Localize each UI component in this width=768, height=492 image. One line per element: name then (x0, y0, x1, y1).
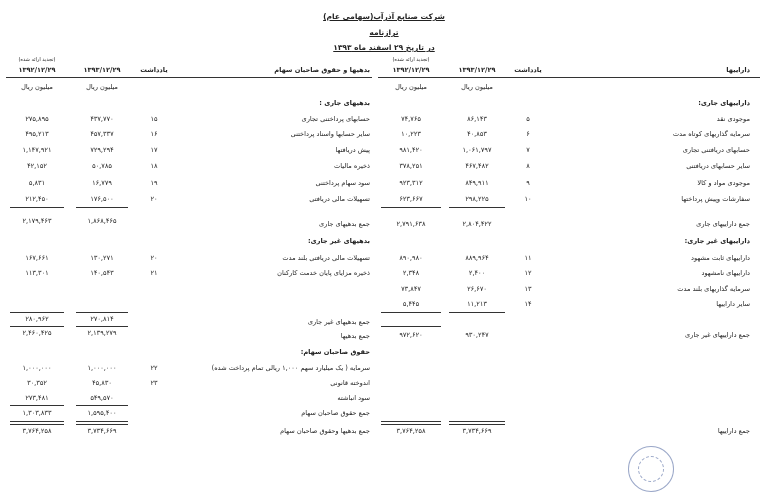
subtotal-rule (76, 326, 128, 327)
company-name: شرکت صنایع آذرآب(سهامی عام) (323, 12, 445, 21)
total-double-rule (381, 421, 441, 425)
total-double-rule (449, 421, 505, 425)
row-value-1392: ۲۱۲,۴۵۰ (25, 195, 49, 203)
total-assets-1392: ۳,۷۶۴,۲۵۸ (396, 427, 426, 435)
row-value-1393: ۸۶,۱۴۳ (467, 115, 487, 123)
equity-total-1392: ۱,۳۰۳,۸۳۳ (22, 409, 52, 417)
row-value-1393: ۲,۴۰۰ (468, 269, 486, 277)
equity-total-1393: ۱,۵۹۵,۴۰۰ (87, 409, 117, 417)
col-1392-left: ۱۳۹۲/۱۲/۲۹ (18, 66, 56, 74)
row-note: ۸ (526, 162, 530, 170)
row-note: ۱۴ (524, 300, 532, 308)
current-assets-heading: داراییهای جاری: (698, 99, 750, 107)
subtotal-rule (10, 326, 64, 327)
row-note: ۱۶ (150, 130, 158, 138)
row-label: سایر حسابهای دریافتنی (686, 162, 750, 170)
row-note: ۱۹ (150, 179, 158, 187)
noncurrent-liabilities-total-1393: ۲۷۰,۸۱۴ (90, 315, 114, 323)
row-value-1393: ۵۰,۷۸۵ (92, 162, 112, 170)
row-value-1393: ۲۹۸,۲۲۵ (465, 195, 489, 203)
row-note: ۹ (526, 179, 530, 187)
row-value-1392: ۱۰,۲۲۳ (401, 130, 421, 138)
noncurrent-assets-total-label: جمع داراییهای غیر جاری (684, 331, 750, 339)
unit-1392-right: میلیون ریال (395, 83, 427, 91)
row-value-1392: ۷۳,۸۴۷ (401, 285, 421, 293)
row-value-1393: ۵۴۹,۵۷۰ (90, 394, 114, 402)
current-liabilities-total-1392: ۲,۱۷۹,۴۶۳ (22, 217, 52, 225)
row-label: داراییهای نامشهود (701, 269, 750, 277)
row-value-1393: ۸۴۹,۹۱۱ (465, 179, 489, 187)
restated-label-left: (تجدید ارائه شده) (18, 57, 56, 63)
row-note: ۲۱ (150, 269, 158, 277)
grand-total-1393: ۳,۷۳۴,۶۶۹ (87, 427, 117, 435)
row-value-1392: ۱۱۳,۳۰۱ (25, 269, 49, 277)
current-liabilities-total-1393: ۱,۸۶۸,۴۶۵ (87, 217, 117, 225)
row-label: اندوخته قانونی (330, 379, 370, 387)
row-value-1392: ۴۲,۱۵۲ (27, 162, 47, 170)
header-rule-left (6, 77, 372, 78)
subtotal-rule (76, 405, 128, 406)
restated-label-right: (تجدید ارائه شده) (392, 57, 430, 63)
row-note: ۱۰ (524, 195, 532, 203)
row-label: پیش دریافتها (335, 146, 370, 154)
row-note: ۷ (526, 146, 530, 154)
row-label: سود سهام پرداختنی (315, 179, 370, 187)
row-label: موجودی نقد (716, 115, 750, 123)
row-value-1392: ۸۹۰,۹۸۰ (399, 254, 423, 262)
subtotal-rule (449, 207, 505, 208)
total-double-rule (10, 421, 64, 425)
row-value-1392: ۱,۰۰۰,۰۰۰ (22, 364, 52, 372)
current-liabilities-heading: بدهیهای جاری : (319, 99, 370, 107)
subtotal-rule (381, 326, 441, 327)
current-assets-total-label: جمع داراییهای جاری (696, 220, 750, 228)
row-note: ۲۲ (150, 364, 158, 372)
row-value-1393: ۱,۰۰۰,۰۰۰ (87, 364, 117, 372)
row-note: ۱۵ (150, 115, 158, 123)
row-value-1393: ۱۱,۲۱۳ (467, 300, 487, 308)
row-label: سرمایه ( یک میلیارد سهم ۱,۰۰۰ ریالی تمام پرداخت شده) (211, 364, 370, 372)
row-value-1393: ۴۶۷,۴۸۲ (465, 162, 489, 170)
row-label: سایر حسابها واسناد پرداختنی (290, 130, 370, 138)
row-label: موجودی مواد و کالا (697, 179, 750, 187)
row-note: ۱۲ (524, 269, 532, 277)
total-liabilities-label: جمع بدهیها (340, 332, 370, 340)
row-value-1392: ۵,۴۴۵ (402, 300, 420, 308)
row-note: ۶ (526, 130, 530, 138)
row-value-1393: ۱۷۶,۵۰۰ (90, 195, 114, 203)
grand-total-1392: ۳,۷۶۴,۲۵۸ (22, 427, 52, 435)
row-value-1393: ۱۶,۷۷۹ (92, 179, 112, 187)
company-stamp-inner (638, 456, 664, 482)
noncurrent-assets-heading: داراییهای غیر جاری: (684, 237, 750, 245)
subtotal-rule (76, 312, 128, 313)
row-value-1393: ۱۳۰,۲۷۱ (90, 254, 114, 262)
row-value-1392: ۷۴,۷۶۵ (401, 115, 421, 123)
row-label: تسهیلات مالی دریافتی (309, 195, 370, 203)
current-liabilities-total-label: جمع بدهیهای جاری (319, 220, 370, 228)
row-label: داراییهای ثابت مشهود (691, 254, 750, 262)
row-value-1392: ۱۶۷,۶۶۱ (25, 254, 49, 262)
col-note-right: یادداشت (514, 66, 542, 74)
row-label: سایر داراییها (716, 300, 750, 308)
noncurrent-liabilities-total-1392: ۲۸۰,۹۶۲ (25, 315, 49, 323)
row-label: سود انباشته (337, 394, 370, 402)
row-value-1392: ۹۲۳,۳۱۲ (399, 179, 423, 187)
subtotal-rule (10, 312, 64, 313)
row-value-1392: ۴۹۵,۲۱۳ (25, 130, 49, 138)
grand-total-label: جمع بدهیها وحقوق صاحبان سهام (280, 427, 370, 435)
noncurrent-assets-total-1393: ۹۳۰,۲۴۷ (465, 331, 489, 339)
row-label: سرمایه گذاریهای کوتاه مدت (672, 130, 750, 138)
row-label: ذخیره مالیات (334, 162, 370, 170)
row-note: ۱۸ (150, 162, 158, 170)
row-value-1393: ۷۲۹,۲۹۴ (90, 146, 114, 154)
total-assets-label: جمع داراییها (717, 427, 750, 435)
row-value-1393: ۸۸۹,۹۶۴ (465, 254, 489, 262)
subtotal-rule (381, 312, 441, 313)
row-value-1393: ۴۵۷,۳۳۷ (90, 130, 114, 138)
current-assets-total-1392: ۲,۷۹۱,۶۳۸ (396, 220, 426, 228)
col-1392-right: ۱۳۹۲/۱۲/۲۹ (392, 66, 430, 74)
row-label: سرمایه گذاریهای بلند مدت (677, 285, 750, 293)
subtotal-rule (10, 405, 64, 406)
unit-1393-left: میلیون ریال (86, 83, 118, 91)
subtotal-rule (76, 207, 128, 208)
header-rule-right (378, 77, 760, 78)
row-note: ۲۳ (150, 379, 158, 387)
total-liabilities-1392: ۲,۴۶۰,۴۲۵ (22, 329, 52, 337)
col-1393-right: ۱۳۹۳/۱۲/۲۹ (458, 66, 496, 74)
row-note: ۱۱ (524, 254, 532, 262)
row-label: تسهیلات مالی دریافتی بلند مدت (282, 254, 370, 262)
row-value-1392: ۳۰,۳۵۲ (27, 379, 47, 387)
statement-title: ترازنامه (369, 28, 399, 37)
row-value-1393: ۱,۰۶۱,۷۹۷ (462, 146, 492, 154)
statement-date: در تاریخ ۲۹ اسفند ماه ۱۳۹۳ (333, 43, 435, 52)
row-label: سفارشات وپیش پرداختها (681, 195, 750, 203)
total-liabilities-1393: ۲,۱۳۹,۲۷۹ (87, 329, 117, 337)
row-value-1393: ۱۴۰,۵۴۳ (90, 269, 114, 277)
equity-heading: حقوق صاحبان سهام: (300, 348, 370, 356)
row-note: ۵ (526, 115, 530, 123)
subtotal-rule (449, 312, 505, 313)
unit-1393-right: میلیون ریال (461, 83, 493, 91)
row-value-1393: ۴۵,۸۳۰ (92, 379, 112, 387)
row-label: حسابهای پرداختنی تجاری (301, 115, 370, 123)
row-value-1392: ۲۷۳,۴۸۱ (25, 394, 49, 402)
noncurrent-assets-total-1392: ۹۷۲,۶۲۰ (399, 331, 423, 339)
row-value-1392: ۳۷۸,۲۵۱ (399, 162, 423, 170)
noncurrent-liabilities-heading: بدهیهای غیر جاری: (307, 237, 370, 245)
col-liabilities-heading: بدهیها و حقوق صاحبان سهام (274, 66, 370, 74)
noncurrent-liabilities-total-label: جمع بدهیهای غیر جاری (307, 318, 370, 326)
row-value-1392: ۱,۱۴۷,۹۲۱ (22, 146, 52, 154)
equity-total-label: جمع حقوق صاحبان سهام (301, 409, 370, 417)
row-label: حسابهای دریافتنی تجاری (682, 146, 750, 154)
row-value-1392: ۲۷۵,۸۹۵ (25, 115, 49, 123)
row-label: ذخیره مزایای پایان خدمت کارکنان (277, 269, 370, 277)
row-value-1392: ۶۲۳,۶۶۷ (399, 195, 423, 203)
row-value-1393: ۴۳۷,۷۷۰ (90, 115, 114, 123)
row-note: ۲۰ (150, 195, 158, 203)
col-assets-heading: داراییها (726, 66, 750, 74)
row-note: ۲۰ (150, 254, 158, 262)
row-note: ۱۷ (150, 146, 158, 154)
row-value-1392: ۵,۸۳۱ (28, 179, 46, 187)
col-1393-left: ۱۳۹۳/۱۲/۲۹ (83, 66, 121, 74)
row-note: ۱۳ (524, 285, 532, 293)
row-value-1392: ۲,۳۴۸ (402, 269, 420, 277)
row-value-1393: ۲۶,۶۷۰ (467, 285, 487, 293)
subtotal-rule (10, 207, 64, 208)
row-value-1392: ۹۸۱,۴۲۰ (399, 146, 423, 154)
total-double-rule (76, 421, 128, 425)
unit-1392-left: میلیون ریال (21, 83, 53, 91)
current-assets-total-1393: ۲,۸۰۴,۴۲۲ (462, 220, 492, 228)
row-value-1393: ۴۰,۸۵۳ (467, 130, 487, 138)
total-assets-1393: ۳,۷۳۴,۶۶۹ (462, 427, 492, 435)
col-note-left: یادداشت (140, 66, 168, 74)
subtotal-rule (381, 207, 441, 208)
